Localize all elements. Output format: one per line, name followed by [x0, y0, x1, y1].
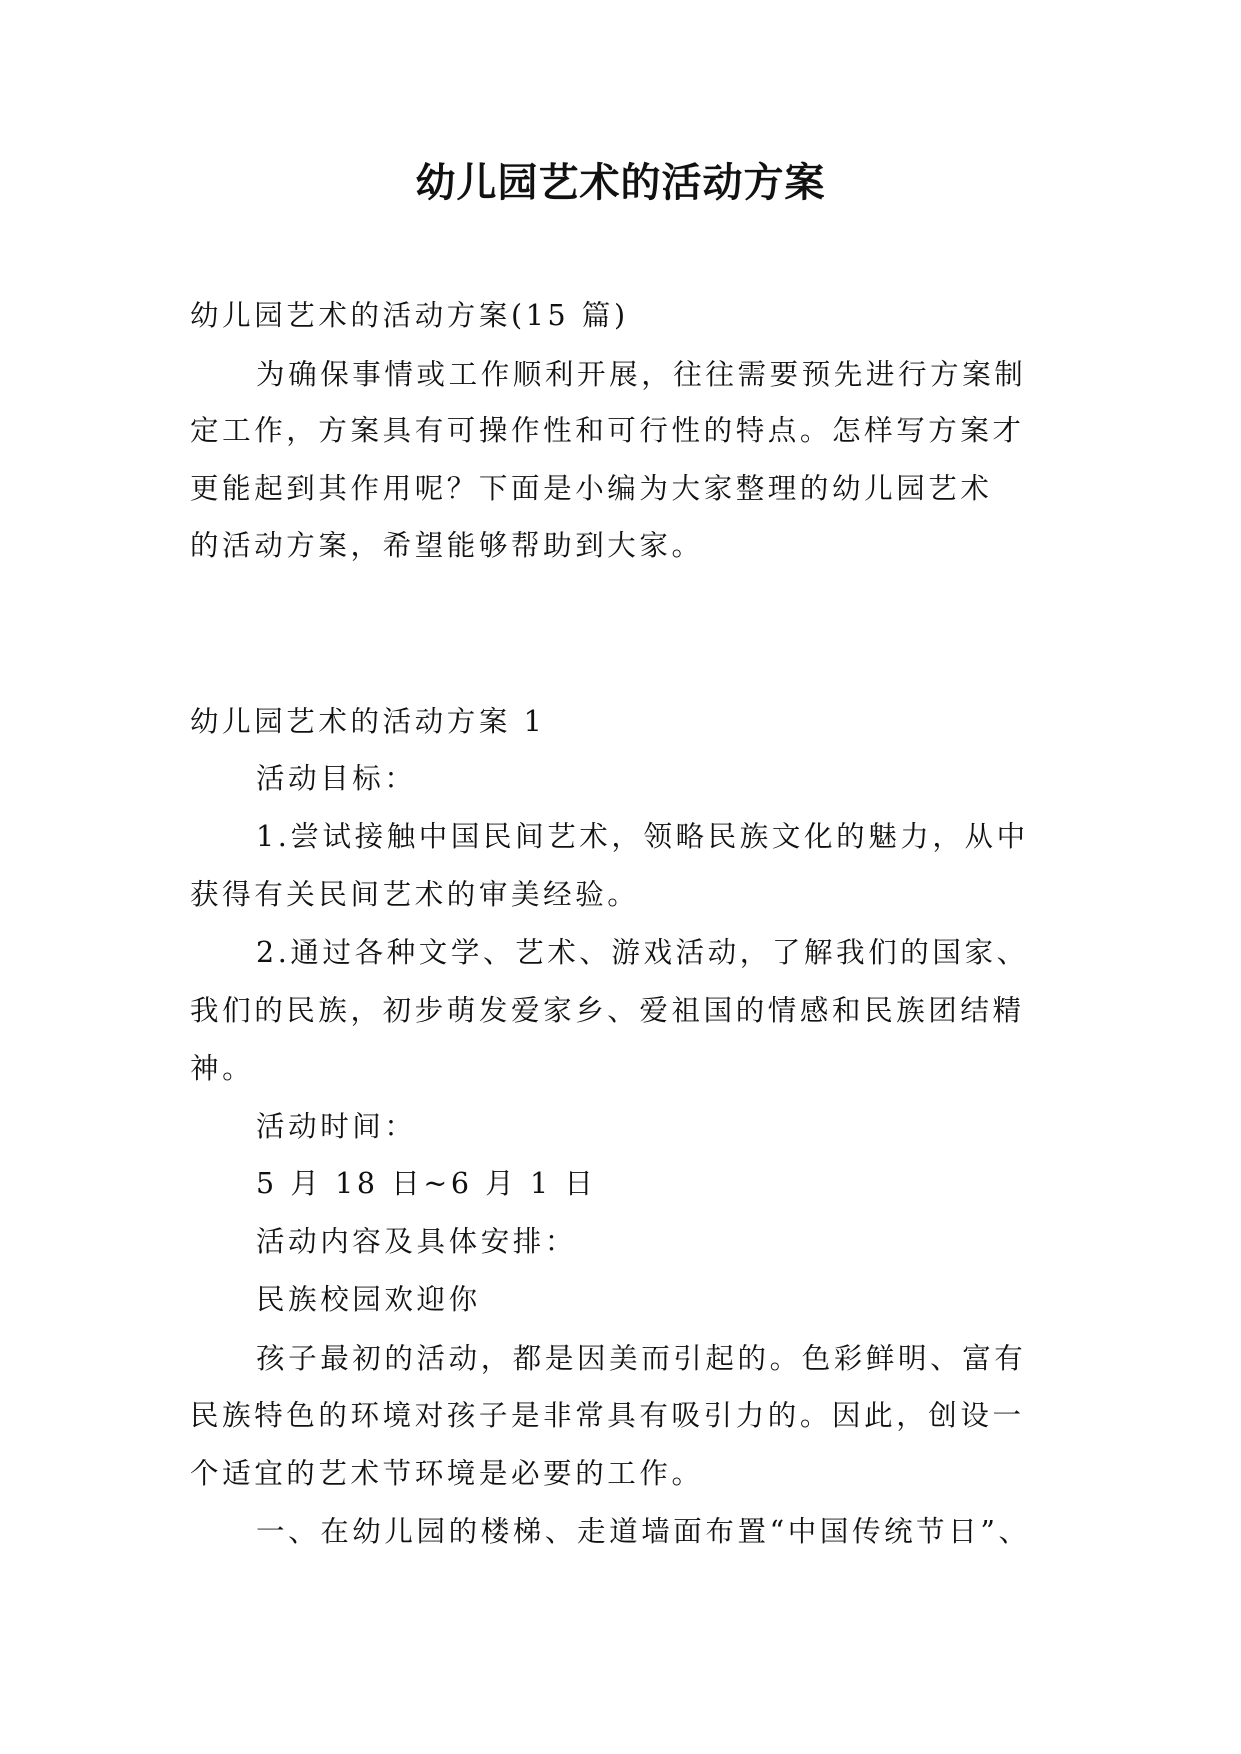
document-title: 幼儿园艺术的活动方案: [415, 159, 826, 206]
content-para-line-3: 个适宜的艺术节环境是必要的工作。: [190, 1457, 704, 1490]
content-para-line-1: 孩子最初的活动，都是因美而引起的。色彩鲜明、富有: [256, 1342, 1027, 1375]
goal-2-line-1: 2.通过各种文学、艺术、游戏活动，了解我们的国家、: [256, 936, 1029, 969]
intro-line-1: 为确保事情或工作顺利开展，往往需要预先进行方案制: [256, 358, 1027, 391]
intro-line-2: 定工作，方案具有可操作性和可行性的特点。怎样写方案才: [190, 414, 1025, 447]
goal-2-line-3: 神。: [190, 1052, 255, 1085]
goal-1-line-1: 1.尝试接触中国民间艺术，领略民族文化的魅力，从中: [256, 820, 1029, 853]
content-para-line-2: 民族特色的环境对孩子是非常具有吸引力的。因此，创设一: [190, 1399, 1025, 1432]
item-1-line-1: 一、在幼儿园的楼梯、走道墙面布置“中国传统节日”、: [256, 1515, 1031, 1548]
time-value: 5 月 18 日~6 月 1 日: [256, 1167, 597, 1200]
content-heading: 活动内容及具体安排：: [256, 1225, 578, 1258]
content-subheading: 民族校园欢迎你: [256, 1283, 481, 1316]
time-heading: 活动时间：: [256, 1110, 417, 1143]
goal-2-line-2: 我们的民族，初步萌发爱家乡、爱祖国的情感和民族团结精: [190, 994, 1025, 1027]
intro-line-3: 更能起到其作用呢？下面是小编为大家整理的幼儿园艺术: [190, 472, 993, 505]
goal-1-line-2: 获得有关民间艺术的审美经验。: [190, 878, 640, 911]
section-heading: 幼儿园艺术的活动方案 1: [190, 705, 546, 738]
goals-heading: 活动目标：: [256, 762, 417, 795]
subtitle-line: 幼儿园艺术的活动方案(15 篇): [190, 299, 629, 332]
intro-line-4: 的活动方案，希望能够帮助到大家。: [190, 529, 704, 562]
